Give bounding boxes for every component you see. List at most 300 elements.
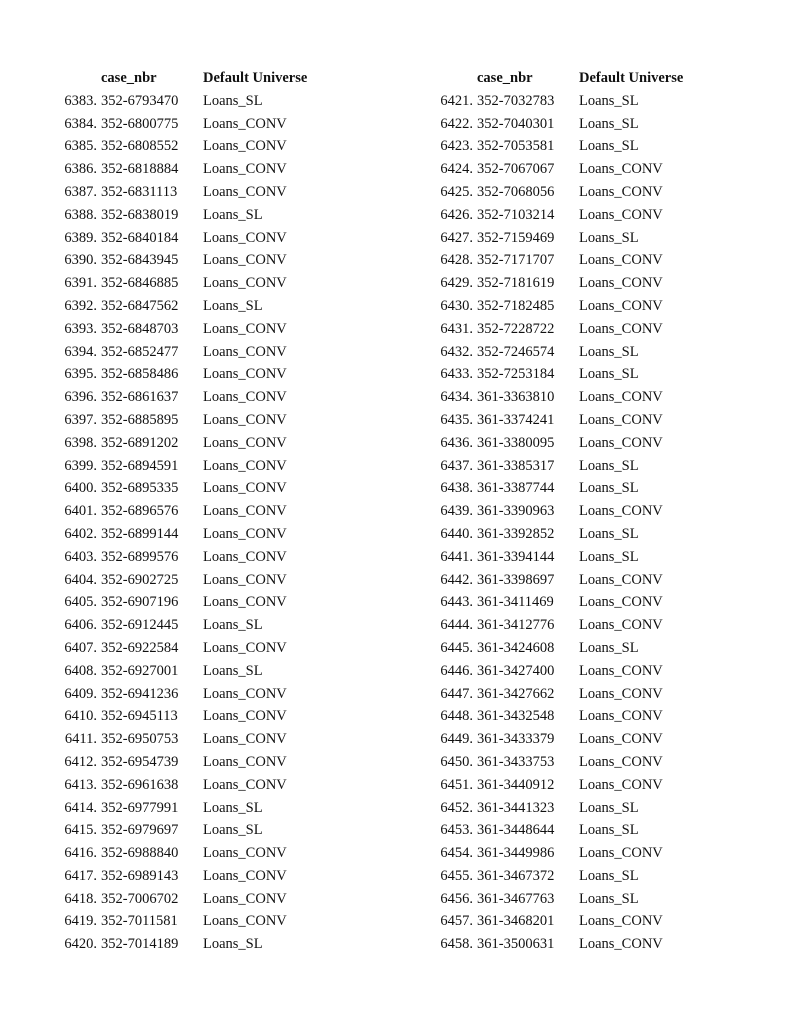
case-nbr-cell: 361-3398697 — [477, 571, 555, 588]
default-universe-cell: Loans_CONV — [579, 731, 663, 748]
case-nbr-cell: 361-3500631 — [477, 936, 555, 953]
row-number: 6388. — [64, 206, 97, 223]
table-row — [400, 158, 729, 181]
case-nbr-cell: 352-6891202 — [101, 434, 179, 451]
table-row — [0, 819, 353, 842]
row-number: 6401. — [64, 503, 97, 520]
table-row — [0, 728, 353, 751]
default-universe-cell: Loans_CONV — [203, 571, 287, 588]
default-universe-cell: Loans_CONV — [203, 275, 287, 292]
case-nbr-cell: 352-6912445 — [101, 617, 179, 634]
case-nbr-cell: 361-3392852 — [477, 525, 555, 542]
row-number: 6403. — [64, 548, 97, 565]
case-nbr-cell: 352-6945113 — [101, 708, 178, 725]
default-universe-cell: Loans_CONV — [203, 685, 287, 702]
default-universe-cell: Loans_CONV — [203, 366, 287, 383]
table-row — [400, 181, 729, 204]
default-universe-cell: Loans_SL — [579, 138, 639, 155]
row-number: 6431. — [440, 320, 473, 337]
case-nbr-cell: 361-3374241 — [477, 411, 555, 428]
row-number: 6454. — [440, 845, 473, 862]
case-nbr-cell: 352-6848703 — [101, 320, 179, 337]
case-nbr-cell: 352-6852477 — [101, 343, 179, 360]
row-number: 6426. — [440, 206, 473, 223]
default-universe-header: Default Universe — [203, 70, 308, 86]
table-row — [400, 386, 729, 409]
case-nbr-cell: 352-7068056 — [477, 183, 555, 200]
table-row — [400, 204, 729, 227]
row-number: 6402. — [64, 525, 97, 542]
default-universe-cell: Loans_CONV — [579, 389, 663, 406]
default-universe-cell: Loans_CONV — [203, 252, 287, 269]
default-universe-cell: Loans_CONV — [579, 411, 663, 428]
row-number: 6439. — [440, 503, 473, 520]
case-nbr-cell: 352-7103214 — [477, 206, 555, 223]
row-number: 6447. — [440, 685, 473, 702]
default-universe-cell: Loans_SL — [579, 92, 639, 109]
table-row — [0, 432, 353, 455]
case-nbr-cell: 352-6846885 — [101, 275, 179, 292]
table-row — [0, 295, 353, 318]
default-universe-cell: Loans_CONV — [579, 297, 663, 314]
row-number: 6416. — [64, 845, 97, 862]
case-nbr-cell: 352-6894591 — [101, 457, 179, 474]
case-nbr-cell: 352-6989143 — [101, 867, 179, 884]
row-number: 6386. — [64, 161, 97, 178]
case-nbr-cell: 352-6858486 — [101, 366, 179, 383]
default-universe-cell: Loans_SL — [203, 822, 263, 839]
table-row — [0, 705, 353, 728]
row-number: 6453. — [440, 822, 473, 839]
default-universe-cell: Loans_CONV — [203, 138, 287, 155]
table-row — [400, 546, 729, 569]
default-universe-cell: Loans_CONV — [203, 708, 287, 725]
table-row — [0, 797, 353, 820]
case-nbr-cell: 352-7040301 — [477, 115, 555, 132]
row-number: 6420. — [64, 936, 97, 953]
table-row — [400, 933, 729, 956]
case-nbr-cell: 352-7228722 — [477, 320, 555, 337]
table-row — [0, 181, 353, 204]
table-row — [0, 113, 353, 136]
table-row — [0, 90, 353, 113]
table-row — [400, 113, 729, 136]
default-universe-cell: Loans_CONV — [579, 662, 663, 679]
default-universe-cell: Loans_CONV — [203, 890, 287, 907]
row-number: 6429. — [440, 275, 473, 292]
header-row — [0, 67, 353, 90]
row-number: 6389. — [64, 229, 97, 246]
row-number: 6417. — [64, 867, 97, 884]
default-universe-header: Default Universe — [579, 70, 684, 86]
table-row — [0, 842, 353, 865]
default-universe-cell: Loans_SL — [579, 343, 639, 360]
right-table-body — [400, 90, 729, 956]
table-row — [400, 500, 729, 523]
table-row — [400, 728, 729, 751]
case-nbr-cell: 352-6950753 — [101, 731, 179, 748]
default-universe-cell: Loans_CONV — [203, 503, 287, 520]
default-universe-cell: Loans_CONV — [579, 617, 663, 634]
table-row — [400, 569, 729, 592]
row-number: 6443. — [440, 594, 473, 611]
table-row — [0, 500, 353, 523]
row-number: 6411. — [64, 731, 97, 748]
row-number: 6412. — [64, 753, 97, 770]
default-universe-cell: Loans_SL — [579, 822, 639, 839]
table-row — [0, 888, 353, 911]
table-row — [0, 249, 353, 272]
case-nbr-cell: 352-6988840 — [101, 845, 179, 862]
row-number: 6409. — [64, 685, 97, 702]
row-number: 6445. — [440, 639, 473, 656]
default-universe-cell: Loans_SL — [203, 206, 263, 223]
table-row — [400, 318, 729, 341]
row-number: 6422. — [440, 115, 473, 132]
default-universe-cell: Loans_CONV — [203, 183, 287, 200]
case-nbr-cell: 352-7253184 — [477, 366, 555, 383]
default-universe-cell: Loans_SL — [203, 799, 263, 816]
default-universe-cell: Loans_CONV — [203, 115, 287, 132]
case-nbr-cell: 352-6977991 — [101, 799, 179, 816]
case-nbr-cell: 352-6831113 — [101, 183, 178, 200]
row-number: 6418. — [64, 890, 97, 907]
default-universe-cell: Loans_SL — [579, 548, 639, 565]
case-nbr-cell: 361-3412776 — [477, 617, 555, 634]
case-nbr-cell: 352-6843945 — [101, 252, 179, 269]
row-number: 6397. — [64, 411, 97, 428]
default-universe-cell: Loans_CONV — [579, 206, 663, 223]
left-table-body — [0, 90, 353, 956]
table-row — [0, 455, 353, 478]
row-number: 6391. — [64, 275, 97, 292]
default-universe-cell: Loans_CONV — [203, 753, 287, 770]
row-number: 6415. — [64, 822, 97, 839]
default-universe-cell: Loans_CONV — [203, 639, 287, 656]
left-table — [0, 67, 353, 956]
right-column — [400, 67, 799, 956]
default-universe-cell: Loans_SL — [203, 297, 263, 314]
case-nbr-cell: 361-3390963 — [477, 503, 555, 520]
case-nbr-cell: 361-3433379 — [477, 731, 555, 748]
table-row — [400, 591, 729, 614]
table-row — [400, 637, 729, 660]
row-number: 6455. — [440, 867, 473, 884]
default-universe-cell: Loans_CONV — [579, 503, 663, 520]
case-nbr-cell: 361-3385317 — [477, 457, 555, 474]
row-number: 6400. — [64, 480, 97, 497]
row-number: 6390. — [64, 252, 97, 269]
row-number: 6421. — [440, 92, 473, 109]
row-number: 6394. — [64, 343, 97, 360]
default-universe-cell: Loans_SL — [579, 799, 639, 816]
default-universe-cell: Loans_SL — [579, 457, 639, 474]
row-number: 6414. — [64, 799, 97, 816]
default-universe-cell: Loans_SL — [579, 229, 639, 246]
case-nbr-cell: 352-6961638 — [101, 776, 179, 793]
row-number: 6384. — [64, 115, 97, 132]
default-universe-cell: Loans_CONV — [579, 275, 663, 292]
default-universe-cell: Loans_CONV — [579, 434, 663, 451]
default-universe-cell: Loans_SL — [579, 525, 639, 542]
row-number: 6383. — [64, 92, 97, 109]
case-nbr-cell: 352-6922584 — [101, 639, 179, 656]
default-universe-cell: Loans_CONV — [203, 548, 287, 565]
row-number: 6393. — [64, 320, 97, 337]
table-row — [0, 910, 353, 933]
case-nbr-cell: 352-6899144 — [101, 525, 179, 542]
table-row — [0, 227, 353, 250]
case-nbr-cell: 361-3394144 — [477, 548, 555, 565]
table-row — [0, 477, 353, 500]
case-nbr-header: case_nbr — [477, 70, 533, 86]
header-row — [400, 67, 729, 90]
case-nbr-cell: 361-3467372 — [477, 867, 555, 884]
case-nbr-cell: 361-3427662 — [477, 685, 555, 702]
default-universe-cell: Loans_CONV — [203, 776, 287, 793]
case-nbr-cell: 352-6793470 — [101, 92, 179, 109]
table-row — [0, 546, 353, 569]
table-row — [400, 272, 729, 295]
case-nbr-cell: 352-6895335 — [101, 480, 179, 497]
default-universe-cell: Loans_SL — [203, 92, 263, 109]
default-universe-cell: Loans_CONV — [579, 183, 663, 200]
case-nbr-cell: 352-6896576 — [101, 503, 179, 520]
table-row — [0, 363, 353, 386]
table-row — [0, 683, 353, 706]
case-nbr-cell: 361-3467763 — [477, 890, 555, 907]
table-row — [400, 249, 729, 272]
row-number: 6435. — [440, 411, 473, 428]
row-number: 6449. — [440, 731, 473, 748]
row-number: 6385. — [64, 138, 97, 155]
table-row — [400, 455, 729, 478]
case-nbr-cell: 361-3387744 — [477, 480, 555, 497]
case-nbr-cell: 352-7053581 — [477, 138, 555, 155]
row-number: 6406. — [64, 617, 97, 634]
default-universe-cell: Loans_CONV — [203, 389, 287, 406]
table-row — [400, 865, 729, 888]
row-number: 6423. — [440, 138, 473, 155]
row-number: 6448. — [440, 708, 473, 725]
left-column — [0, 67, 400, 956]
default-universe-cell: Loans_CONV — [203, 320, 287, 337]
case-nbr-cell: 361-3380095 — [477, 434, 555, 451]
row-number: 6425. — [440, 183, 473, 200]
table-row — [400, 295, 729, 318]
right-table — [400, 67, 729, 956]
row-number: 6407. — [64, 639, 97, 656]
row-number: 6438. — [440, 480, 473, 497]
table-row — [0, 135, 353, 158]
case-nbr-cell: 361-3432548 — [477, 708, 555, 725]
case-nbr-cell: 352-6902725 — [101, 571, 179, 588]
table-row — [0, 204, 353, 227]
row-number: 6424. — [440, 161, 473, 178]
table-row — [400, 705, 729, 728]
default-universe-cell: Loans_CONV — [203, 434, 287, 451]
case-nbr-cell: 361-3448644 — [477, 822, 555, 839]
table-row — [0, 933, 353, 956]
table-row — [400, 523, 729, 546]
case-nbr-cell: 352-7011581 — [101, 913, 178, 930]
row-number: 6387. — [64, 183, 97, 200]
case-nbr-header: case_nbr — [101, 70, 157, 86]
row-number: 6437. — [440, 457, 473, 474]
case-nbr-cell: 361-3440912 — [477, 776, 555, 793]
table-row — [400, 477, 729, 500]
default-universe-cell: Loans_CONV — [203, 229, 287, 246]
case-nbr-cell: 352-6979697 — [101, 822, 179, 839]
case-nbr-cell: 352-6800775 — [101, 115, 179, 132]
row-number: 6427. — [440, 229, 473, 246]
default-universe-cell: Loans_CONV — [579, 776, 663, 793]
case-nbr-cell: 352-6899576 — [101, 548, 179, 565]
case-nbr-cell: 352-7159469 — [477, 229, 555, 246]
row-number-header — [0, 67, 97, 90]
row-number: 6433. — [440, 366, 473, 383]
table-row — [0, 158, 353, 181]
case-nbr-cell: 352-7014189 — [101, 936, 179, 953]
case-nbr-cell: 352-6927001 — [101, 662, 179, 679]
default-universe-cell: Loans_CONV — [203, 457, 287, 474]
default-universe-cell: Loans_CONV — [203, 525, 287, 542]
default-universe-cell: Loans_CONV — [203, 731, 287, 748]
default-universe-cell: Loans_CONV — [579, 161, 663, 178]
row-number: 6440. — [440, 525, 473, 542]
row-number: 6457. — [440, 913, 473, 930]
row-number: 6428. — [440, 252, 473, 269]
case-nbr-cell: 352-7171707 — [477, 252, 555, 269]
table-row — [400, 819, 729, 842]
default-universe-cell: Loans_CONV — [203, 594, 287, 611]
default-universe-cell: Loans_CONV — [579, 685, 663, 702]
case-nbr-cell: 352-6885895 — [101, 411, 179, 428]
default-universe-cell: Loans_SL — [203, 936, 263, 953]
table-row — [400, 409, 729, 432]
table-row — [0, 523, 353, 546]
default-universe-cell: Loans_CONV — [579, 936, 663, 953]
default-universe-cell: Loans_CONV — [579, 845, 663, 862]
default-universe-cell: Loans_CONV — [203, 913, 287, 930]
row-number: 6405. — [64, 594, 97, 611]
row-number: 6404. — [64, 571, 97, 588]
case-nbr-cell: 361-3411469 — [477, 594, 554, 611]
default-universe-cell: Loans_CONV — [203, 161, 287, 178]
row-number-header — [400, 67, 473, 90]
table-row — [400, 683, 729, 706]
row-number: 6430. — [440, 297, 473, 314]
default-universe-cell: Loans_SL — [203, 662, 263, 679]
table-row — [0, 318, 353, 341]
row-number: 6399. — [64, 457, 97, 474]
table-row — [400, 888, 729, 911]
case-nbr-cell: 352-6818884 — [101, 161, 179, 178]
row-number: 6456. — [440, 890, 473, 907]
default-universe-cell: Loans_SL — [579, 366, 639, 383]
table-row — [400, 90, 729, 113]
row-number: 6444. — [440, 617, 473, 634]
table-row — [0, 614, 353, 637]
default-universe-cell: Loans_CONV — [203, 867, 287, 884]
table-row — [400, 774, 729, 797]
row-number: 6419. — [64, 913, 97, 930]
table-row — [400, 614, 729, 637]
row-number: 6396. — [64, 389, 97, 406]
case-nbr-cell: 361-3468201 — [477, 913, 555, 930]
default-universe-cell: Loans_SL — [579, 890, 639, 907]
case-nbr-cell: 352-6907196 — [101, 594, 179, 611]
default-universe-cell: Loans_CONV — [203, 845, 287, 862]
row-number: 6395. — [64, 366, 97, 383]
row-number: 6446. — [440, 662, 473, 679]
table-row — [400, 363, 729, 386]
default-universe-cell: Loans_SL — [579, 639, 639, 656]
case-nbr-cell: 352-7182485 — [477, 297, 555, 314]
default-universe-cell: Loans_CONV — [579, 594, 663, 611]
table-row — [0, 569, 353, 592]
table-row — [0, 660, 353, 683]
case-nbr-cell: 352-7246574 — [477, 343, 555, 360]
default-universe-cell: Loans_CONV — [203, 480, 287, 497]
default-universe-cell: Loans_CONV — [579, 320, 663, 337]
case-nbr-cell: 352-7181619 — [477, 275, 555, 292]
table-row — [0, 865, 353, 888]
case-nbr-cell: 361-3441323 — [477, 799, 555, 816]
table-row — [400, 227, 729, 250]
table-row — [400, 910, 729, 933]
row-number: 6392. — [64, 297, 97, 314]
default-universe-cell: Loans_CONV — [579, 708, 663, 725]
default-universe-cell: Loans_CONV — [203, 411, 287, 428]
table-row — [0, 409, 353, 432]
default-universe-cell: Loans_CONV — [203, 343, 287, 360]
row-number: 6451. — [440, 776, 473, 793]
row-number: 6413. — [64, 776, 97, 793]
case-nbr-cell: 352-7067067 — [477, 161, 555, 178]
row-number: 6434. — [440, 389, 473, 406]
table-row — [0, 637, 353, 660]
case-nbr-cell: 352-6808552 — [101, 138, 179, 155]
table-row — [0, 774, 353, 797]
table-row — [400, 751, 729, 774]
row-number: 6442. — [440, 571, 473, 588]
case-nbr-cell: 352-6954739 — [101, 753, 179, 770]
row-number: 6436. — [440, 434, 473, 451]
case-nbr-cell: 361-3449986 — [477, 845, 555, 862]
row-number: 6458. — [440, 936, 473, 953]
default-universe-cell: Loans_SL — [579, 480, 639, 497]
case-nbr-cell: 361-3433753 — [477, 753, 555, 770]
row-number: 6408. — [64, 662, 97, 679]
default-universe-cell: Loans_CONV — [579, 571, 663, 588]
case-nbr-cell: 352-6838019 — [101, 206, 179, 223]
table-row — [400, 432, 729, 455]
row-number: 6452. — [440, 799, 473, 816]
table-row — [400, 842, 729, 865]
table-row — [400, 660, 729, 683]
row-number: 6441. — [440, 548, 473, 565]
default-universe-cell: Loans_SL — [579, 115, 639, 132]
case-nbr-cell: 352-7006702 — [101, 890, 179, 907]
case-nbr-cell: 352-6847562 — [101, 297, 179, 314]
case-nbr-cell: 352-7032783 — [477, 92, 555, 109]
row-number: 6432. — [440, 343, 473, 360]
table-row — [0, 272, 353, 295]
default-universe-cell: Loans_CONV — [579, 913, 663, 930]
default-universe-cell: Loans_SL — [579, 867, 639, 884]
default-universe-cell: Loans_CONV — [579, 252, 663, 269]
